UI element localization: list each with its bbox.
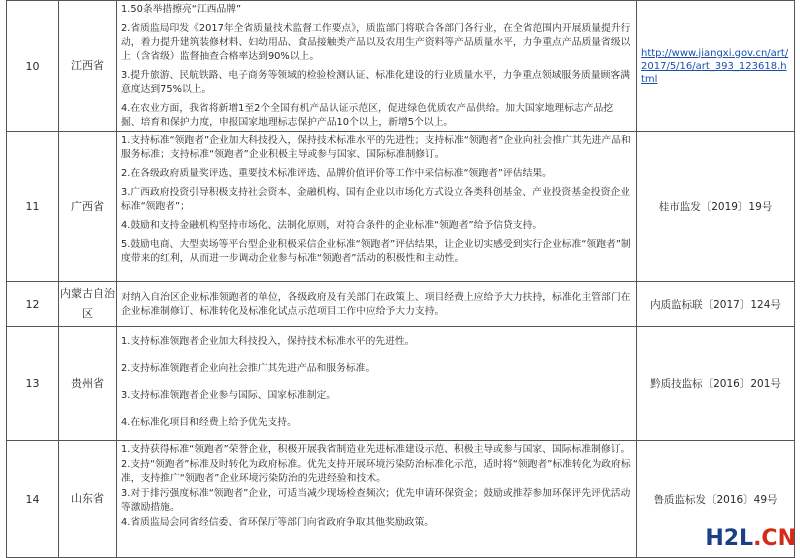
policy-item: 4.省质监局会同省经信委、省环保厅等部门向省政府争取其他奖励政策。 (121, 517, 435, 528)
policy-item: 2.在各级政府质量奖评选、重要技术标准评选、品牌价值评价等工作中采信标准“领跑者”评估结果。 (121, 168, 552, 179)
watermark-text-cn: .CN (753, 526, 796, 551)
policy-item: 4.在标准化项目和经费上给予优先支持。 (121, 417, 297, 428)
policy-item: 4.在农业方面，我省将新增1至2个全国有机产品认证示范区，促进绿色优质农产品供给。加大国家地理标志产品挖掘、培育和保护力度，申报国家地理标志保护产品10个以上，新增5个以上。 (121, 103, 614, 128)
province-name: 内蒙古自治区 (59, 282, 117, 327)
table-row (7, 132, 795, 282)
policy-item: 1.50条举措擦亮“江西品牌” (121, 4, 242, 15)
row-number: 14 (7, 441, 59, 558)
policy-item: 4.鼓励和支持金融机构坚持市场化、法制化原则，对符合条件的企业标准“领跑者”给予信贷支持。 (121, 220, 543, 231)
document-number: 桂市监发〔2019〕19号 (637, 132, 795, 282)
document-link[interactable]: http://www.jiangxi.gov.cn/art/2017/5/16/art_393_123618.html (641, 47, 789, 85)
policy-item: 对纳入自治区企业标准领跑者的单位，各级政府及有关部门在政策上、项目经费上应给予大力扶持，标准化主管部门在企业标准制修订、标准转化及标准化试点示范项目工作中应给予大力支持。 (121, 291, 631, 317)
policy-content (117, 1, 637, 132)
policy-item: 1.支持标准领跑者企业加大科技投入，保持技术标准水平的先进性。 (121, 336, 415, 347)
site-watermark (705, 526, 796, 551)
document-number: 黔质技监标〔2016〕201号 (637, 327, 795, 441)
province-name: 广西省 (59, 132, 117, 282)
policy-item: 2.支持“领跑者”标准及时转化为政府标准。优先支持开展环境污染防治标准化示范，适时将“领跑者”标准转化为政府标准，支持推广“领跑者”企业环境污染防治的先进经验和技术。 (121, 459, 631, 484)
table-row (7, 327, 795, 441)
document-number: 鲁质监标发〔2016〕49号 (637, 441, 795, 558)
policy-item: 3.广西政府投资引导积极支持社会资本、金融机构、国有企业以市场化方式设立各类科创基金、产业投资基金投资企业标准“领跑者”； (121, 187, 630, 212)
province-name: 山东省 (59, 441, 117, 558)
table-row (7, 1, 795, 132)
policy-item: 2.支持标准领跑者企业向社会推广其先进产品和服务标准。 (121, 363, 376, 374)
row-number: 10 (7, 1, 59, 132)
table-row (7, 282, 795, 327)
province-name: 贵州省 (59, 327, 117, 441)
policy-item: 5.鼓励电商、大型卖场等平台型企业积极采信企业标准“领跑者”评估结果，让企业切实感受到实行企业标准“领跑者”制度带来的红利，从而进一步调动企业参与标准“领跑者”活动的积极性和主动性。 (121, 239, 631, 264)
policy-content (117, 132, 637, 282)
policy-item: 1.支持标准“领跑者”企业加大科技投入，保持技术标准水平的先进性；支持标准“领跑者”企业向社会推广其先进产品和服务标准；支持标准“领跑者”企业积极主导或参与国家、国际标准制修订。 (121, 135, 631, 160)
policy-item: 1.支持获得标准“领跑者”荣誉企业，积极开展我省制造业先进标准建设示范、积极主导或参与国家、国际标准制修订。 (121, 444, 631, 455)
row-number: 11 (7, 132, 59, 282)
policy-content (117, 441, 637, 558)
document-cell (637, 1, 795, 132)
watermark-text-h2l: H2L (705, 526, 754, 551)
policy-content (117, 327, 637, 441)
policy-item: 2.省质监局印发《2017年全省质量技术监督工作要点》，质监部门将联合各部门各行业，在全省范围内开展质量提升行动，着力提升建筑装修材料、妇幼用品、食品接触类产品以及农用生产资料等产品质量水平，力争重点产品质量省级以上（含省级）监督抽查合格率达到90%以上。 (121, 23, 631, 62)
policy-table (6, 0, 795, 558)
province-name: 江西省 (59, 1, 117, 132)
policy-content (117, 282, 637, 327)
policy-item: 3.提升旅游、民航铁路、电子商务等领域的检验检测认证、标准化建设的行业质量水平，力争重点领域服务质量顾客满意度达到75%以上。 (121, 70, 630, 95)
policy-item: 3.对于排污强度标准“领跑者”企业，可适当减少现场检查频次；优先申请环保资金；鼓励或推荐参加环保评先评优活动等激励措施。 (121, 488, 631, 513)
policy-item: 3.支持标准领跑者企业参与国际、国家标准制定。 (121, 390, 337, 401)
document-number: 内质监标联〔2017〕124号 (637, 282, 795, 327)
row-number: 12 (7, 282, 59, 327)
row-number: 13 (7, 327, 59, 441)
table-row (7, 441, 795, 558)
